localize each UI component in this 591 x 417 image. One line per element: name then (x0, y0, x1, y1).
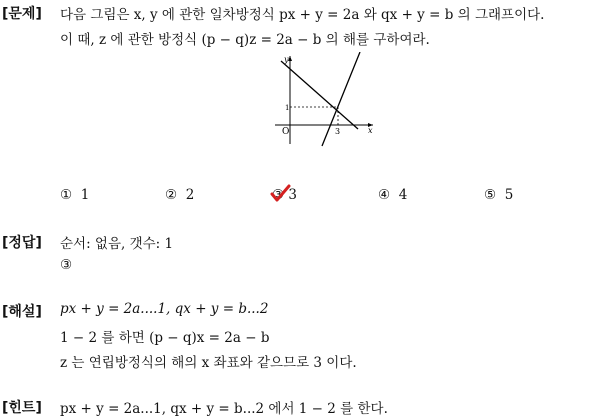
graph-line-px-y-2a (281, 61, 358, 129)
option-2-value: 2 (185, 187, 195, 203)
hint-tag: [힌트] (2, 400, 42, 416)
option-4-mark: ④ (378, 187, 391, 203)
origin-label: O (282, 127, 290, 137)
option-4[interactable] (378, 187, 407, 203)
option-1[interactable] (60, 187, 89, 203)
explanation-line-1: px + y = 2a....1, qx + y = b...2 (60, 301, 269, 317)
linear-equation-graph (270, 52, 380, 148)
explanation-tag: [해설] (2, 304, 42, 320)
y-axis-arrow (288, 56, 292, 61)
option-2-mark: ② (165, 187, 178, 203)
option-4-value: 4 (398, 187, 408, 203)
y-axis-label: y (284, 55, 289, 64)
answer-tag: [정답] (2, 235, 42, 251)
problem-line-2: 이 때, z 에 관한 방정식 (p − q)z = 2a − b 의 해를 구하여라. (60, 32, 430, 48)
x-axis-label: x (368, 126, 373, 135)
explanation-line-3: z 는 연립방정식의 해의 x 좌표와 같으므로 3 이다. (60, 355, 357, 371)
hint-line-1: px + y = 2a...1, qx + y = b...2 에서 1 − 2 를 한다. (60, 401, 388, 417)
option-3-mark: ③ (272, 187, 285, 203)
option-5-mark: ⑤ (484, 187, 497, 203)
x-tick-label: 3 (335, 127, 341, 136)
answer-line-2: ③ (60, 257, 73, 273)
option-1-mark: ① (60, 187, 73, 203)
explanation-line-2: 1 − 2 를 하면 (p − q)x = 2a − b (60, 330, 270, 346)
problem-tag: [문제] (2, 6, 42, 22)
option-3-value: 3 (288, 187, 297, 203)
option-2[interactable] (165, 187, 194, 203)
graph-line-qx-y-b (322, 52, 360, 146)
check-mark-icon (269, 183, 291, 205)
option-1-value: 1 (80, 187, 90, 203)
problem-line-1: 다음 그림은 x, y 에 관한 일차방정식 px + y = 2a 와 qx + y = b 의 그래프이다. (60, 7, 545, 23)
y-tick-label: 1 (285, 104, 290, 112)
option-5[interactable] (484, 187, 513, 203)
answer-line-1: 순서: 없음, 갯수: 1 (60, 236, 174, 252)
option-5-value: 5 (504, 187, 514, 203)
